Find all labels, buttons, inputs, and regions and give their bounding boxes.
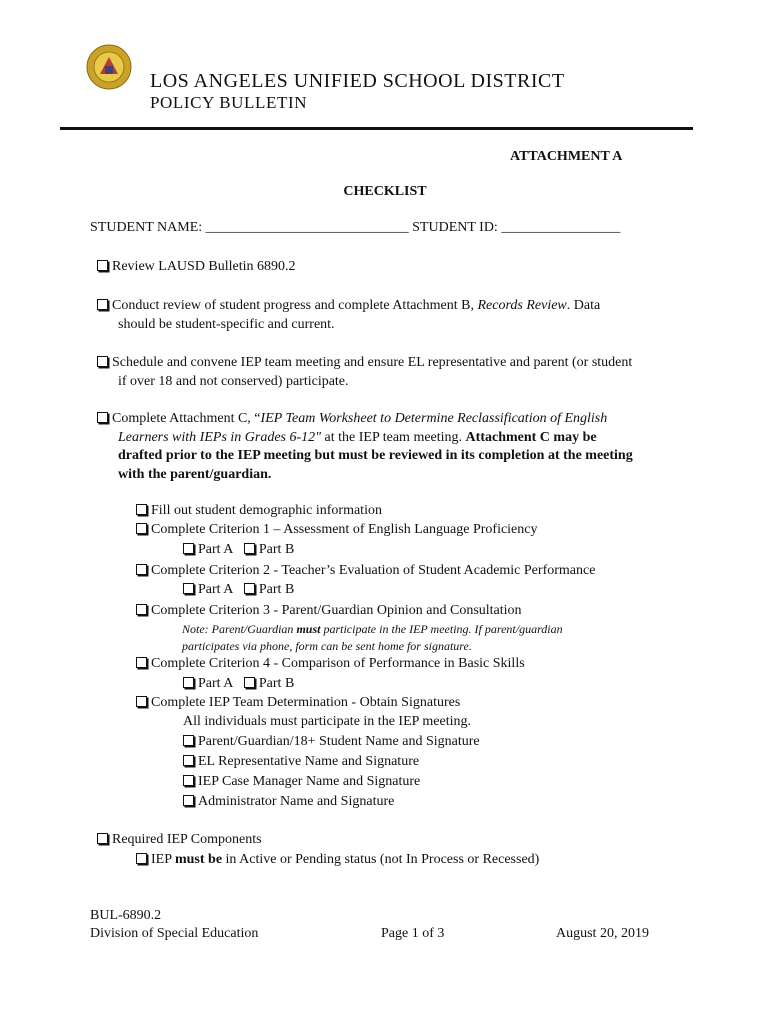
signature-el: EL Representative Name and Signature (183, 753, 419, 772)
determination-note: All individuals must participate in the IEP meeting. (183, 714, 471, 729)
checkbox-icon[interactable] (183, 677, 194, 688)
criterion-4-parts: Part A Part B (183, 675, 294, 694)
checkbox-icon[interactable] (183, 543, 194, 554)
checkbox-icon[interactable] (136, 564, 147, 575)
checkbox-icon[interactable] (136, 696, 147, 707)
item-review-bulletin: Review LAUSD Bulletin 6890.2 (97, 258, 296, 277)
item-schedule-meeting: Schedule and convene IEP team meeting and ensure EL representative and parent (or student if over 18 and not conserved) participate. (97, 354, 697, 391)
criterion-1-parts: Part A Part B (183, 541, 294, 560)
signature-case-manager: IEP Case Manager Name and Signature (183, 773, 420, 792)
checkbox-icon[interactable] (97, 356, 108, 367)
item-required-components: Required IEP Components (97, 831, 262, 850)
subitem-demographic: Fill out student demographic information (136, 502, 382, 521)
checkbox-icon[interactable] (244, 543, 255, 554)
checkbox-icon[interactable] (136, 604, 147, 615)
student-id-field[interactable]: STUDENT ID: _________________ (412, 220, 621, 235)
checkbox-icon[interactable] (97, 833, 108, 844)
checkbox-icon[interactable] (136, 504, 147, 515)
subitem-criterion-4: Complete Criterion 4 - Comparison of Performance in Basic Skills (136, 655, 525, 674)
item-conduct-review: Conduct review of student progress and complete Attachment B, Records Review. Data should be student-specific and current. (97, 297, 677, 334)
checkbox-icon[interactable] (183, 583, 194, 594)
checkbox-icon[interactable] (244, 583, 255, 594)
footer-date: August 20, 2019 (556, 926, 649, 941)
checkbox-icon[interactable] (97, 412, 108, 423)
checkbox-icon[interactable] (183, 735, 194, 746)
criterion-3-note: Note: Parent/Guardian must participate in the IEP meeting. If parent/guardian participates via phone, form can be sent home for signature. (182, 622, 563, 653)
checkbox-icon[interactable] (97, 260, 108, 271)
footer-page-number: Page 1 of 3 (381, 926, 445, 941)
checkbox-icon[interactable] (136, 853, 147, 864)
checkbox-icon[interactable] (183, 755, 194, 766)
checkbox-icon[interactable] (136, 523, 147, 534)
org-title: LOS ANGELES UNIFIED SCHOOL DISTRICT (150, 70, 565, 92)
subitem-determination: Complete IEP Team Determination - Obtain Signatures (136, 694, 460, 713)
header-divider (60, 127, 693, 130)
item-attachment-c: Complete Attachment C, “IEP Team Worksheet to Determine Reclassification of English Learners with IEPs in Grades 6-12" at the IEP team meeting. Attachment C may be drafted prior to the IEP meeting but must be reviewed in its completion at the meeting with the parent/guardian. (97, 410, 697, 484)
subitem-iep-status: IEP must be in Active or Pending status (not In Process or Recessed) (136, 851, 539, 870)
subitem-criterion-3: Complete Criterion 3 - Parent/Guardian Opinion and Consultation (136, 602, 522, 621)
signature-administrator: Administrator Name and Signature (183, 793, 394, 812)
checkbox-icon[interactable] (183, 795, 194, 806)
checkbox-icon[interactable] (136, 657, 147, 668)
student-name-field[interactable]: STUDENT NAME: _____________________________ (90, 220, 409, 235)
footer-bulletin-number: BUL-6890.2 (90, 908, 162, 923)
attachment-label: ATTACHMENT A (510, 149, 623, 164)
student-info-line (90, 219, 620, 237)
subitem-criterion-2: Complete Criterion 2 - Teacher’s Evaluation of Student Academic Performance (136, 562, 595, 581)
district-seal-icon (86, 44, 132, 90)
criterion-2-parts: Part A Part B (183, 581, 294, 600)
checkbox-icon[interactable] (244, 677, 255, 688)
checkbox-icon[interactable] (97, 299, 108, 310)
checklist-title: CHECKLIST (343, 184, 427, 199)
signature-parent: Parent/Guardian/18+ Student Name and Signature (183, 733, 480, 752)
footer-division: Division of Special Education (90, 926, 259, 941)
subitem-criterion-1: Complete Criterion 1 – Assessment of English Language Proficiency (136, 521, 537, 540)
org-subtitle: POLICY BULLETIN (150, 93, 308, 112)
checkbox-icon[interactable] (183, 775, 194, 786)
